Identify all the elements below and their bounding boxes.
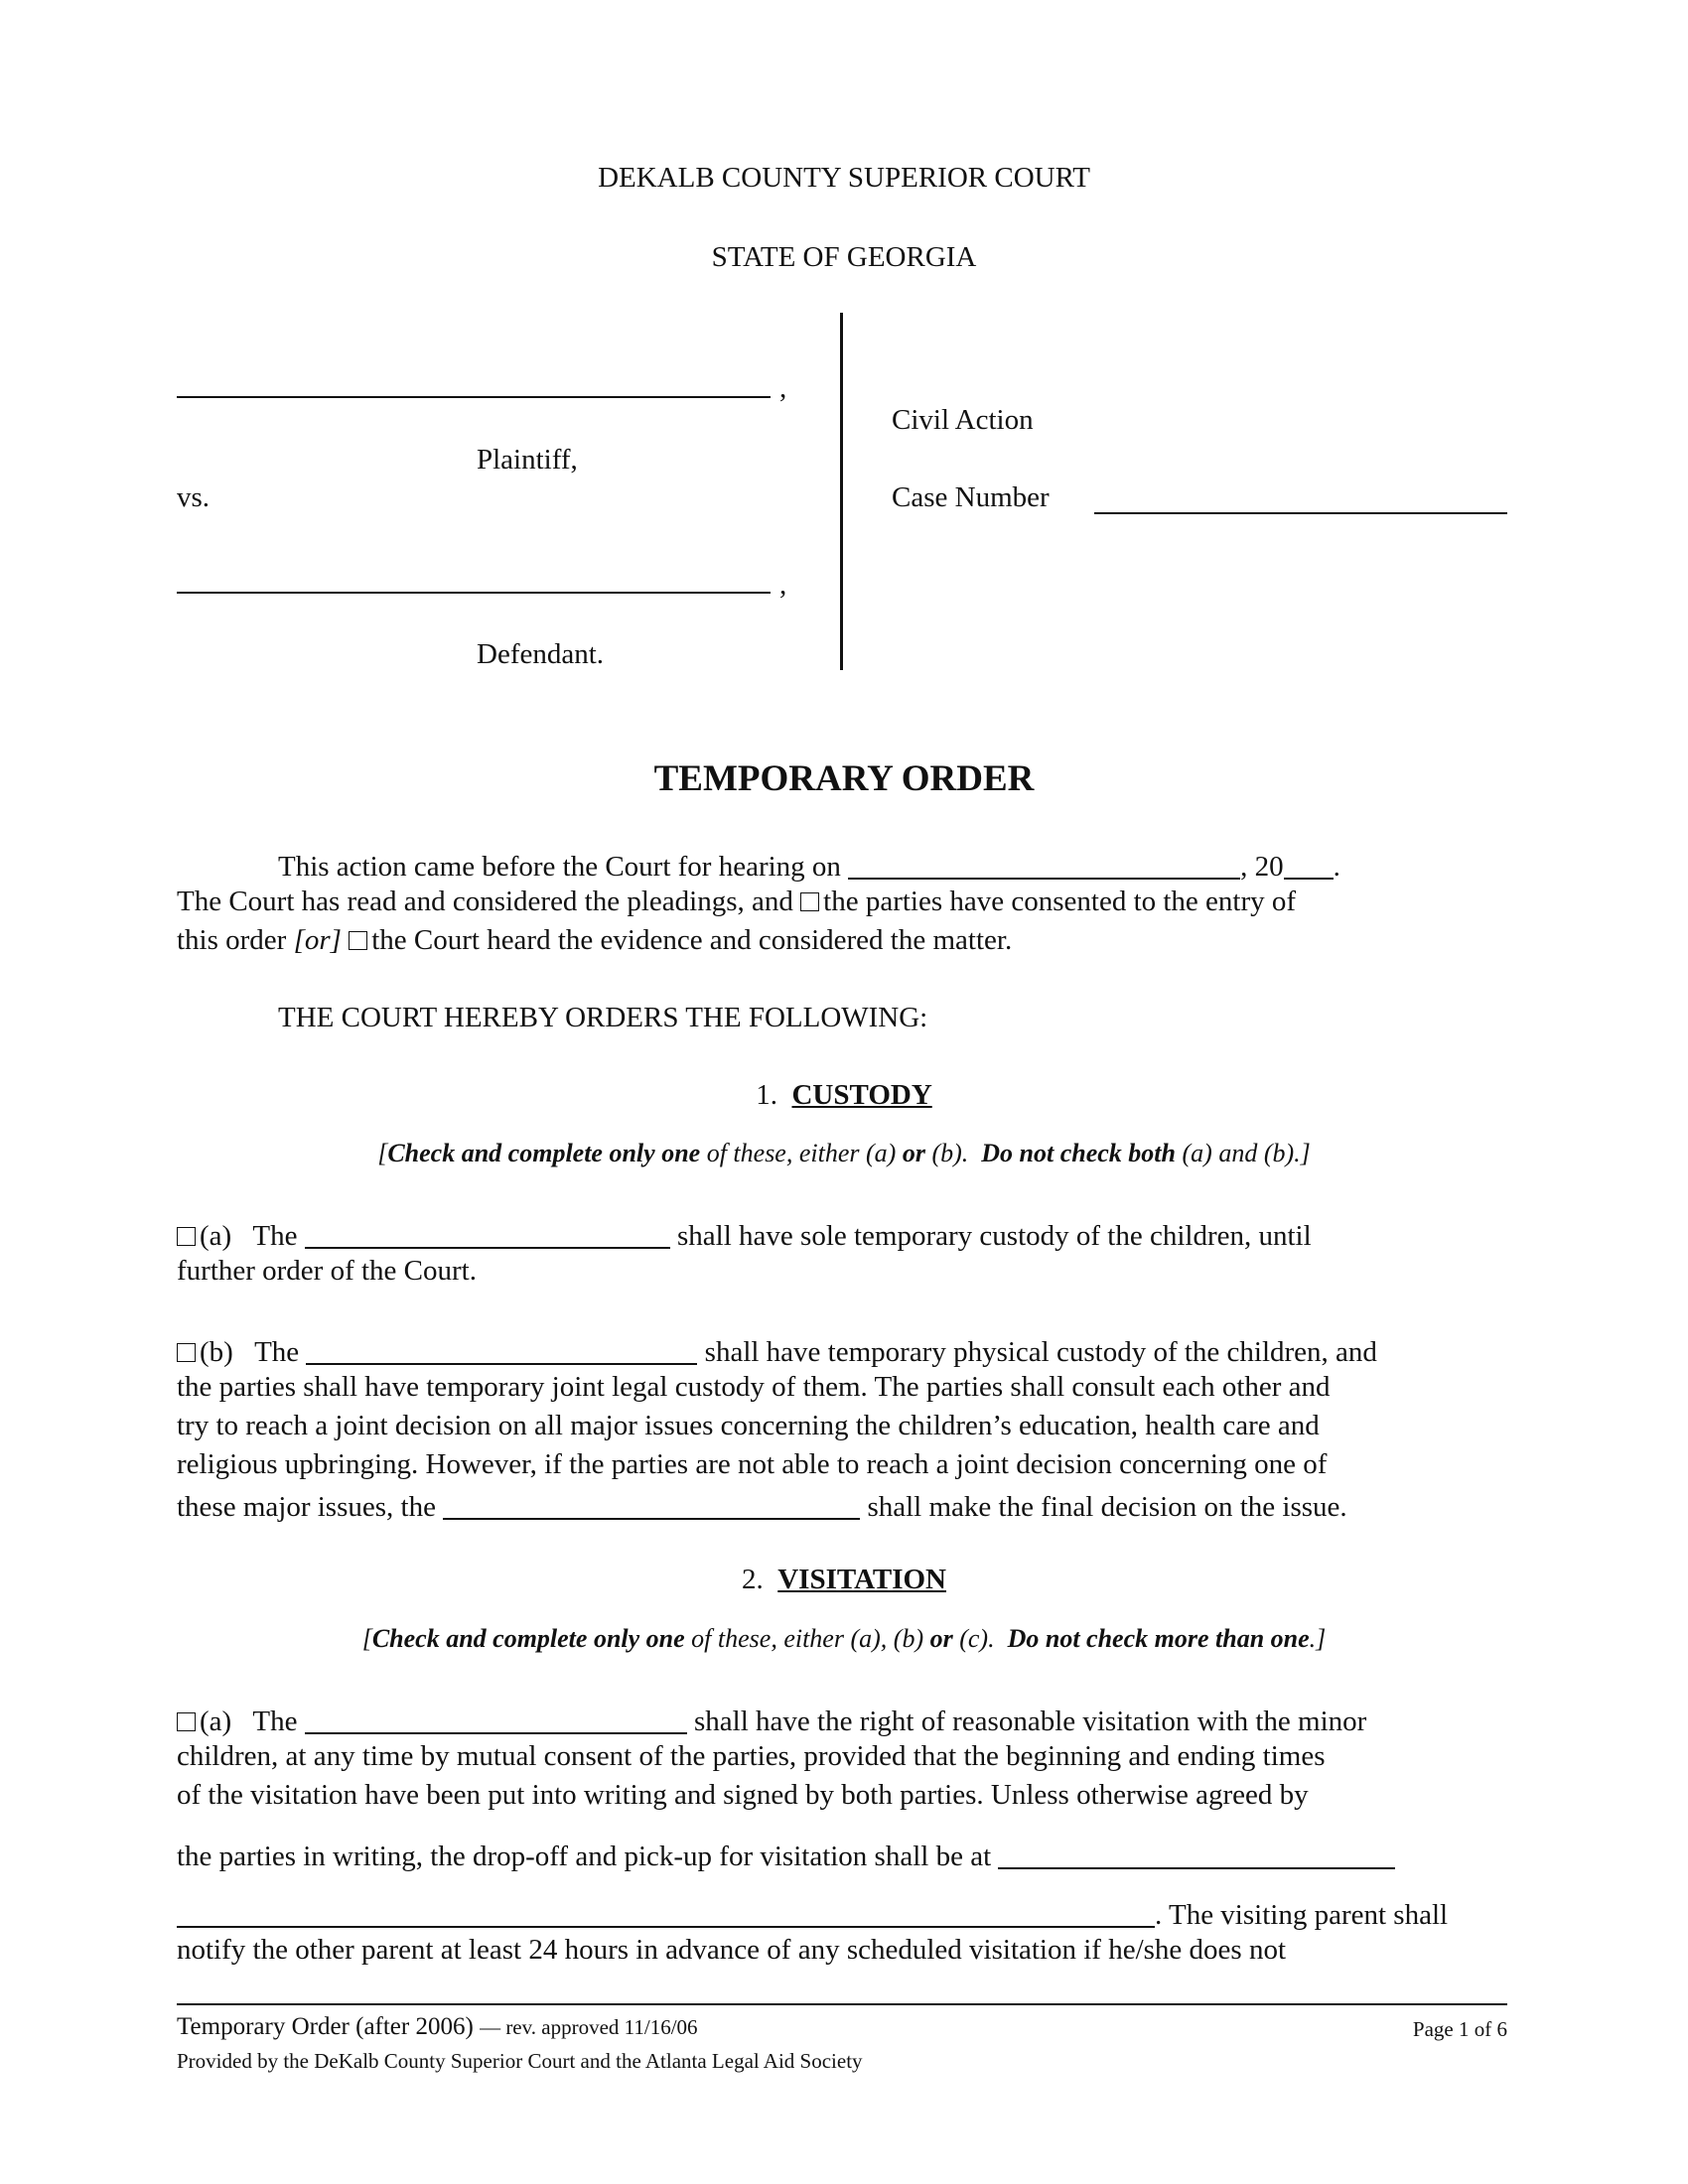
hearing-date-line[interactable] [848, 848, 1240, 880]
intro-line-2 [177, 883, 1296, 921]
custody-a-the: The [252, 1220, 298, 1252]
intro-line-3 [177, 921, 1012, 960]
intro-or: [or] [293, 924, 342, 956]
custody-a-line-2: further order of the Court. [177, 1255, 477, 1287]
defendant-label: Defendant. [477, 638, 605, 670]
orders-heading: THE COURT HEREBY ORDERS THE FOLLOWING: [278, 1002, 928, 1033]
visitation-a-line-1 [177, 1699, 1366, 1741]
intro-text-3b: the Court heard the evidence and considered the matter. [371, 924, 1013, 956]
s2-instr-i3: .] [1309, 1624, 1327, 1653]
defendant-name-line[interactable] [177, 592, 771, 594]
civil-action-label: Civil Action [892, 404, 1034, 436]
intro-text-1a: This action came before the Court for hearing on [278, 851, 841, 883]
caption-divider [840, 313, 843, 670]
custody-b-label: (b) [200, 1336, 233, 1368]
defendant-comma: , [779, 569, 787, 601]
custody-b-text-5b: shall make the final decision on the issue. [867, 1491, 1347, 1523]
custody-b-line-2: the parties shall have temporary joint legal custody of them. The parties shall consult each other and [177, 1371, 1331, 1403]
custody-b-line-4: religious upbringing. However, if the parties are not able to reach a joint decision concerning one of [177, 1448, 1328, 1480]
section-1-heading [0, 1076, 1688, 1115]
custody-a-label: (a) [200, 1220, 232, 1252]
section-2-title: VISITATION [777, 1564, 946, 1595]
s2-instr-i1: of these, either (a), (b) [691, 1624, 924, 1653]
dropoff-location-line-2[interactable] [177, 1896, 1155, 1928]
visitation-a-checkbox[interactable] [177, 1712, 196, 1731]
footer-form-line [177, 2013, 698, 2041]
visitation-a-line-4 [177, 1834, 1395, 1876]
custody-b-line-1 [177, 1329, 1377, 1372]
plaintiff-comma: , [779, 372, 787, 404]
section-2-heading [0, 1561, 1688, 1599]
custody-a-text: shall have sole temporary custody of the children, until [677, 1220, 1312, 1252]
visitation-a-line-6: notify the other parent at least 24 hours in advance of any scheduled visitation if he/she does not [177, 1934, 1286, 1966]
custody-b-checkbox[interactable] [177, 1343, 196, 1362]
custody-a-party-line[interactable] [305, 1217, 670, 1249]
custody-b-text-5a: these major issues, the [177, 1491, 436, 1523]
s1-instr-b3: Do not check both [981, 1139, 1176, 1167]
custody-b-line-3: try to reach a joint decision on all major issues concerning the children’s education, health care and [177, 1410, 1320, 1441]
s1-instr-i2: (b). [931, 1139, 969, 1167]
custody-b-text: shall have temporary physical custody of the children, and [704, 1336, 1377, 1368]
hearing-year-line[interactable] [1284, 848, 1334, 880]
intro-text-3a: this order [177, 924, 287, 956]
s2-instr-open: [ [361, 1624, 372, 1653]
court-name: DEKALB COUNTY SUPERIOR COURT [598, 162, 1090, 194]
s1-instr-i3: (a) and (b).] [1182, 1139, 1311, 1167]
state-name: STATE OF GEORGIA [711, 241, 977, 273]
section-2-instructions [0, 1622, 1688, 1656]
s1-instr-b2: or [902, 1139, 925, 1167]
visitation-a-text-4: the parties in writing, the drop-off and pick-up for visitation shall be at [177, 1841, 992, 1872]
s2-instr-b2: or [929, 1624, 953, 1653]
intro-text-2b: the parties have consented to the entry of [823, 886, 1297, 917]
visitation-a-text: shall have the right of reasonable visitation with the minor [694, 1706, 1367, 1737]
footer-provided-by: Provided by the DeKalb County Superior Court and the Atlanta Legal Aid Society [177, 2049, 863, 2073]
custody-b-party-line[interactable] [306, 1333, 697, 1365]
footer-page-number: Page 1 of 6 [1412, 2017, 1507, 2041]
visitation-a-line-5 [177, 1892, 1448, 1935]
section-1-number: 1. [756, 1079, 777, 1111]
visitation-a-line-2: children, at any time by mutual consent of the parties, provided that the beginning and ending times [177, 1740, 1326, 1772]
s2-instr-i2: (c). [959, 1624, 995, 1653]
plaintiff-label: Plaintiff, [477, 444, 578, 476]
plaintiff-name-line[interactable] [177, 396, 771, 398]
s2-instr-b1: Check and complete only one [371, 1624, 685, 1653]
intro-text-2a: The Court has read and considered the pleadings, and [177, 886, 793, 917]
custody-b-decision-party-line[interactable] [443, 1488, 860, 1520]
evidence-checkbox[interactable] [349, 931, 367, 950]
section-1-title: CUSTODY [791, 1079, 932, 1111]
visitation-a-text-5: . The visiting parent shall [1155, 1899, 1449, 1931]
s1-instr-b1: Check and complete only one [387, 1139, 701, 1167]
custody-b-line-5 [177, 1484, 1347, 1527]
visitation-a-label: (a) [200, 1706, 232, 1737]
section-2-number: 2. [741, 1564, 764, 1595]
dropoff-location-line-1[interactable] [998, 1838, 1395, 1869]
custody-a-checkbox[interactable] [177, 1227, 196, 1246]
s1-instr-open: [ [377, 1139, 388, 1167]
consent-checkbox[interactable] [800, 892, 819, 911]
s2-instr-b3: Do not check more than one [1007, 1624, 1310, 1653]
s1-instr-i1: of these, either (a) [706, 1139, 897, 1167]
intro-line-1 [278, 844, 1340, 887]
section-1-instructions [0, 1137, 1688, 1170]
custody-a-line-1 [177, 1213, 1312, 1256]
footer-rule [177, 2003, 1507, 2005]
visitation-a-party-line[interactable] [305, 1703, 687, 1734]
case-number-line[interactable] [1094, 512, 1507, 514]
intro-text-1b: , 20 [1240, 851, 1284, 883]
custody-b-the: The [254, 1336, 300, 1368]
vs-label: vs. [177, 481, 211, 513]
intro-text-1c: . [1333, 851, 1340, 883]
footer-form-title: Temporary Order (after 2006) [177, 2013, 474, 2040]
visitation-a-the: The [252, 1706, 298, 1737]
case-number-label: Case Number [892, 481, 1050, 513]
footer-rev: — rev. approved 11/16/06 [480, 2015, 698, 2039]
visitation-a-line-3: of the visitation have been put into writing and signed by both parties. Unless otherwise agreed by [177, 1779, 1309, 1811]
document-title: TEMPORARY ORDER [653, 758, 1035, 799]
